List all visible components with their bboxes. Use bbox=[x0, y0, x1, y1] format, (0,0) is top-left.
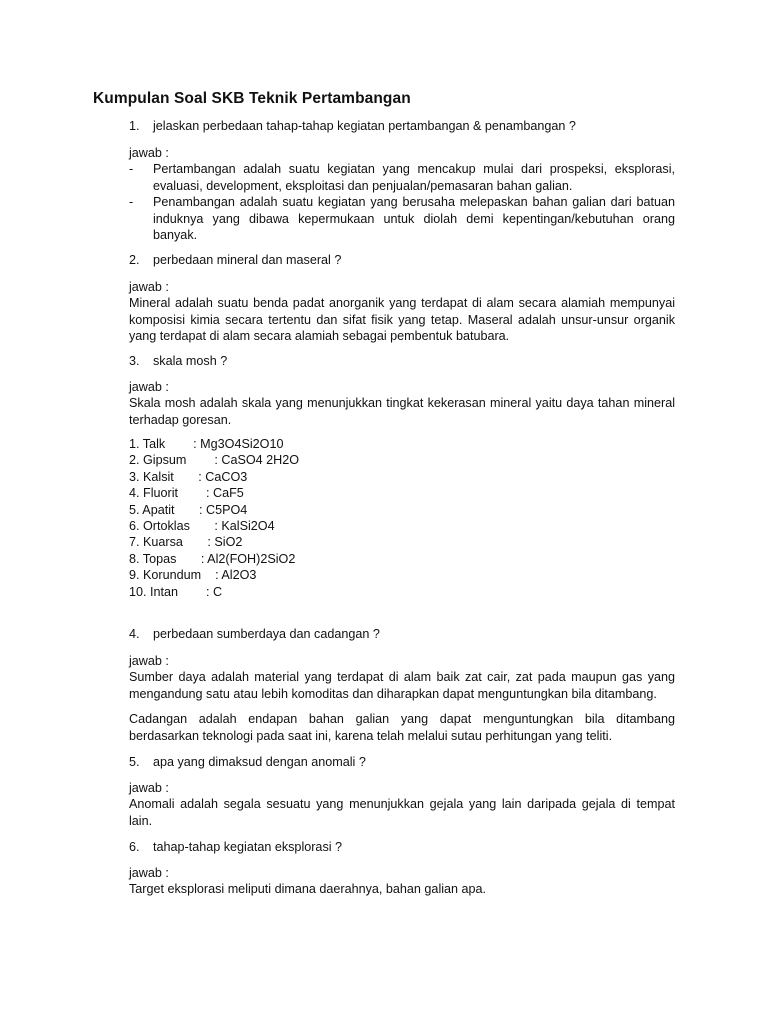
mineral-row: 5. Apatit : C5PO4 bbox=[129, 502, 248, 517]
mohs-scale-list bbox=[129, 436, 299, 600]
question-number: 2. bbox=[129, 253, 140, 267]
answer-label: jawab : bbox=[129, 781, 169, 795]
bullet-dash: - bbox=[129, 162, 134, 176]
answer-label: jawab : bbox=[129, 866, 169, 880]
bullet-text: Pertambangan adalah suatu kegiatan yang mencakup mulai dari prospeksi, eksplorasi, evaluasi, development, eksploitasi dan penjualan/pemasaran bahan galian. bbox=[153, 162, 675, 193]
mineral-row: 2. Gipsum : CaSO4 2H2O bbox=[129, 453, 300, 468]
answer-bullet bbox=[129, 161, 675, 194]
bullet-dash: - bbox=[129, 195, 134, 209]
answer-text: Anomali adalah segala sesuatu yang menunjukkan gejala yang lain daripada gejala di tempat lain. bbox=[129, 797, 675, 828]
question-text: perbedaan mineral dan maseral ? bbox=[153, 253, 342, 267]
bullet-text: Penambangan adalah suatu kegiatan yang berusaha melepaskan bahan galian dari batuan induknya yang dibawa kepermukaan untuk diolah demi kepentingan/kebutuhan orang banyak. bbox=[153, 195, 675, 242]
answer-label: jawab : bbox=[129, 280, 169, 294]
answer-text: Sumber daya adalah material yang terdapat di alam baik zat cair, zat pada maupun gas yang mengandung satu atau lebih komoditas dan diharapkan dapat menguntungkan bila ditambang. bbox=[129, 670, 675, 701]
mineral-row: 3. Kalsit : CaCO3 bbox=[129, 469, 248, 484]
question-2 bbox=[129, 252, 341, 269]
mineral-row: 9. Korundum : Al2O3 bbox=[129, 568, 257, 583]
question-text: tahap-tahap kegiatan eksplorasi ? bbox=[153, 840, 343, 854]
question-6 bbox=[129, 839, 342, 856]
question-3 bbox=[129, 353, 227, 370]
question-text: apa yang dimaksud dengan anomali ? bbox=[153, 755, 366, 769]
document-title: Kumpulan Soal SKB Teknik Pertambangan bbox=[93, 90, 411, 107]
question-text: skala mosh ? bbox=[153, 354, 228, 368]
mineral-row: 8. Topas : Al2(FOH)2SiO2 bbox=[129, 551, 296, 566]
answer-text: Cadangan adalah endapan bahan galian yang dapat menguntungkan bila ditambang berdasarkan teknologi pada saat ini, karena telah melalui sutau perhitungan yang teliti. bbox=[129, 712, 675, 743]
mineral-row: 1. Talk : Mg3O4Si2O10 bbox=[129, 437, 284, 451]
question-number: 5. bbox=[129, 755, 140, 769]
question-number: 4. bbox=[129, 627, 140, 641]
answer-label: jawab : bbox=[129, 146, 169, 160]
question-text: jelaskan perbedaan tahap-tahap kegiatan pertambangan & penambangan ? bbox=[153, 119, 576, 133]
question-4 bbox=[129, 626, 380, 643]
mineral-row: 4. Fluorit : CaF5 bbox=[129, 486, 244, 501]
answer-text: Mineral adalah suatu benda padat anorganik yang terdapat di alam secara alamiah mempunyai komposisi kimia secara tertentu dan sifat fisik yang tetap. Maseral adalah unsur-unsur organik yang terdapat di alam secara alamiah sebagai pembentuk batubara. bbox=[129, 296, 675, 343]
mineral-row: 10. Intan : C bbox=[129, 584, 223, 599]
answer-text: Skala mosh adalah skala yang menunjukkan tingkat kekerasan mineral yaitu daya tahan mineral terhadap goresan. bbox=[129, 396, 675, 427]
question-5 bbox=[129, 754, 366, 771]
answer-label: jawab : bbox=[129, 654, 169, 668]
question-number: 1. bbox=[129, 119, 140, 133]
answer-bullet bbox=[129, 194, 675, 244]
answer-label: jawab : bbox=[129, 380, 169, 394]
question-number: 6. bbox=[129, 840, 140, 854]
question-text: perbedaan sumberdaya dan cadangan ? bbox=[153, 627, 380, 641]
mineral-row: 6. Ortoklas : KalSi2O4 bbox=[129, 518, 275, 533]
question-number: 3. bbox=[129, 354, 140, 368]
answer-text: Target eksplorasi meliputi dimana daerahnya, bahan galian apa. bbox=[129, 882, 487, 896]
question-1 bbox=[129, 118, 576, 135]
mineral-row: 7. Kuarsa : SiO2 bbox=[129, 535, 243, 550]
